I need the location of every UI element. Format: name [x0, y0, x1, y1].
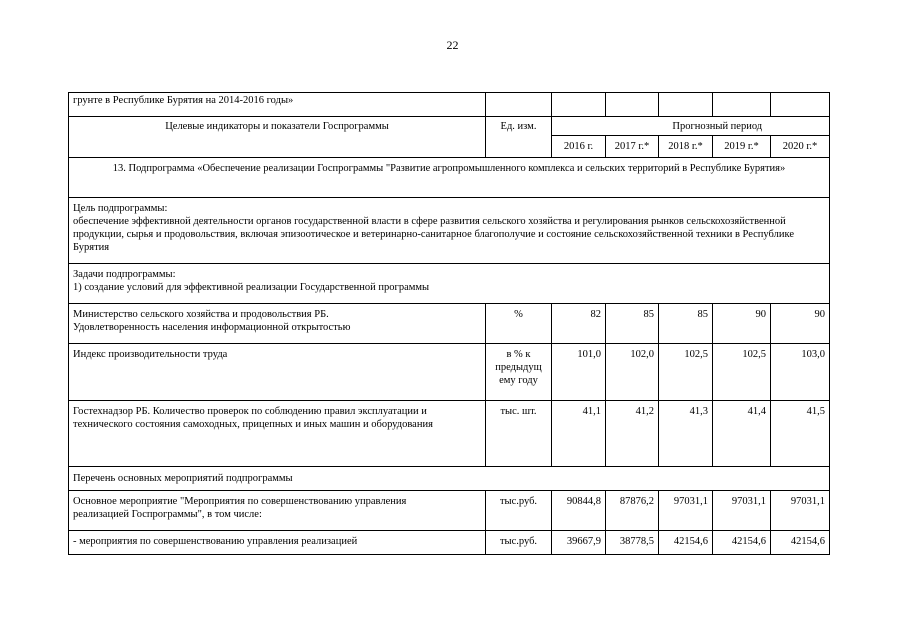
- activity-value: 87876,2: [606, 491, 659, 531]
- header-forecast-period: Прогнозный период: [606, 117, 830, 136]
- page-number: 22: [446, 38, 459, 52]
- header-year-2016: 2016 г.: [552, 136, 606, 158]
- activities-label: Перечень основных мероприятий подпрограммы: [69, 467, 830, 491]
- indicator-row: [69, 304, 830, 344]
- indicators-table: [68, 92, 830, 555]
- continuation-row: [69, 93, 830, 117]
- indicator-value: 85: [659, 304, 713, 344]
- indicator-name: Гостехнадзор РБ. Количество проверок по соблюдению правил эксплуатации и технического состояния самоходных, прицепных и иных машин и оборудования: [69, 401, 486, 467]
- indicator-unit: %: [486, 304, 552, 344]
- header-indicators: Целевые индикаторы и показатели Госпрограммы: [69, 117, 486, 158]
- subprogram-title-row: [69, 158, 830, 198]
- indicator-value: 102,5: [659, 344, 713, 401]
- tasks-label: Задачи подпрограммы:: [73, 269, 176, 280]
- activity-row: [69, 491, 830, 531]
- activity-name: - мероприятия по совершенствованию управления реализацией: [69, 531, 486, 555]
- indicator-unit: в % к предыдущ ему году: [486, 344, 552, 401]
- header-year-2018: 2018 г.*: [659, 136, 713, 158]
- indicator-value: 103,0: [771, 344, 830, 401]
- indicator-value: 102,0: [606, 344, 659, 401]
- activity-name: Основное мероприятие "Мероприятия по совершенствованию управления реализацией Госпрограммы", в том числе:: [69, 491, 486, 531]
- activity-value: 38778,5: [606, 531, 659, 555]
- indicator-row: [69, 344, 830, 401]
- tasks-row: [69, 264, 830, 304]
- activity-value: 42154,6: [771, 531, 830, 555]
- activities-label-row: [69, 467, 830, 491]
- activity-value: 42154,6: [713, 531, 771, 555]
- indicator-value: 41,1: [552, 401, 606, 467]
- activity-unit: тыс.руб.: [486, 491, 552, 531]
- subprogram-title: 13. Подпрограмма «Обеспечение реализации Госпрограммы "Развитие агропромышленного комплекса и сельских территорий в Республике Бурятия»: [69, 158, 830, 198]
- continuation-text: грунте в Республике Бурятия на 2014-2016 годы»: [69, 93, 486, 117]
- indicator-value: 90: [713, 304, 771, 344]
- activity-value: 39667,9: [552, 531, 606, 555]
- header-unit: Ед. изм.: [486, 117, 552, 158]
- activity-value: 90844,8: [552, 491, 606, 531]
- activity-value: 97031,1: [659, 491, 713, 531]
- indicator-row: [69, 401, 830, 467]
- goal-label: Цель подпрограммы:: [73, 203, 168, 214]
- indicator-value: 82: [552, 304, 606, 344]
- indicator-value: 41,4: [713, 401, 771, 467]
- activity-value: 97031,1: [771, 491, 830, 531]
- header-row-1: [69, 117, 830, 136]
- indicator-unit: тыс. шт.: [486, 401, 552, 467]
- header-year-2017: 2017 г.*: [606, 136, 659, 158]
- indicator-value: 41,2: [606, 401, 659, 467]
- activity-value: 97031,1: [713, 491, 771, 531]
- indicator-name: Министерство сельского хозяйства и продовольствия РБ. Удовлетворенность населения информационной открытостью: [69, 304, 486, 344]
- indicator-value: 90: [771, 304, 830, 344]
- indicator-value: 85: [606, 304, 659, 344]
- indicator-value: 41,5: [771, 401, 830, 467]
- goal-row: [69, 198, 830, 264]
- tasks-text: 1) создание условий для эффективной реализации Государственной программы: [73, 282, 430, 293]
- indicator-name: Индекс производительности труда: [69, 344, 486, 401]
- header-year-2019: 2019 г.*: [713, 136, 771, 158]
- activity-unit: тыс.руб.: [486, 531, 552, 555]
- header-year-2020: 2020 г.*: [771, 136, 830, 158]
- indicator-value: 102,5: [713, 344, 771, 401]
- goal-text: обеспечение эффективной деятельности органов государственной власти в сфере развития сельского хозяйства и регулирования рынков сельскохозяйственной продукции, сырья и продовольствия, включая эпизоотическое и ветеринарно-санитарное благополучие и состояние сельскохозяйственной техники в Республике Бурятия: [73, 216, 794, 253]
- indicator-value: 41,3: [659, 401, 713, 467]
- activity-row: [69, 531, 830, 555]
- activity-value: 42154,6: [659, 531, 713, 555]
- indicator-value: 101,0: [552, 344, 606, 401]
